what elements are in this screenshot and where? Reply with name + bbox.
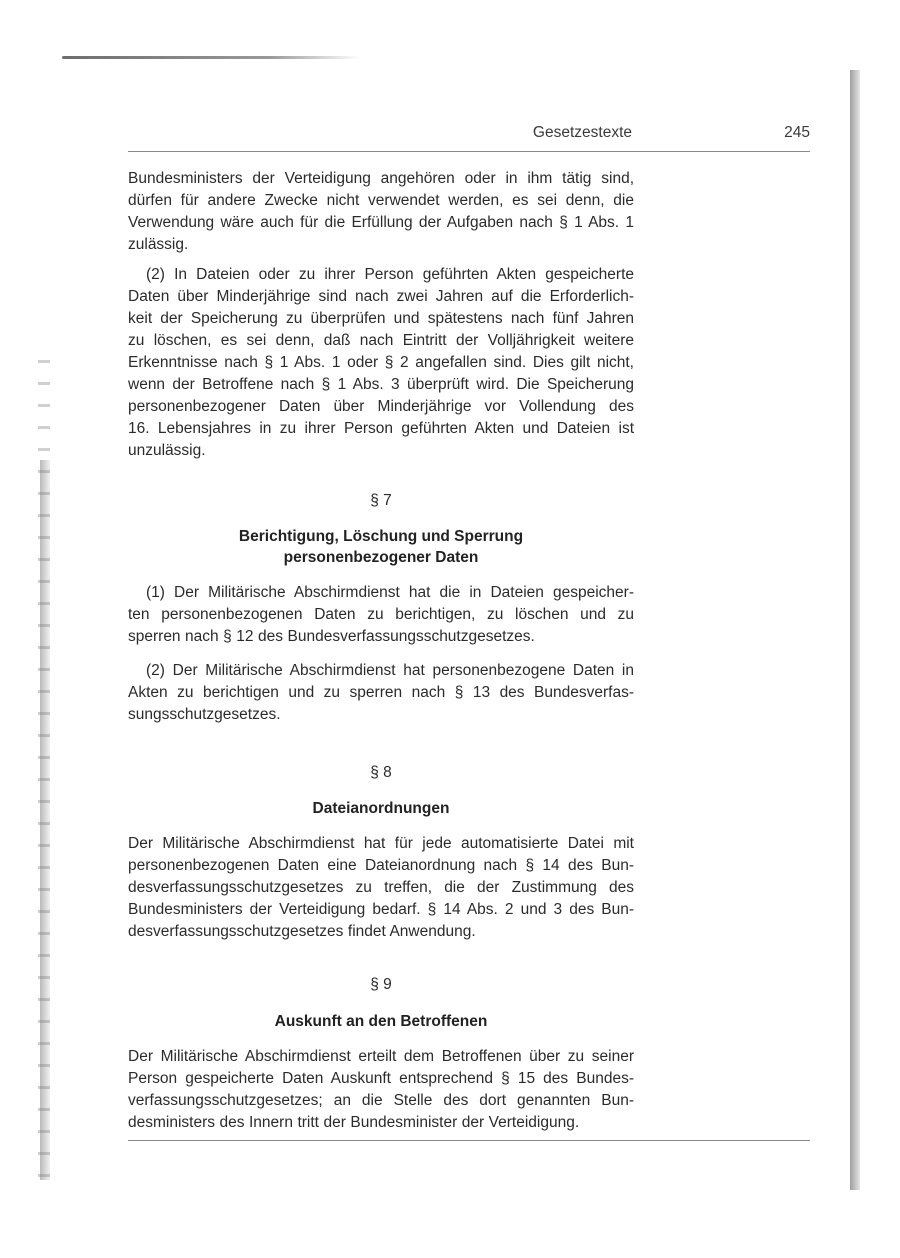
text-line: Akten zu berichtigen und zu sperren nach § 13 des Bundesverfas- bbox=[128, 684, 634, 701]
text-line: sungsschutzgesetzes. bbox=[128, 706, 281, 723]
scan-artifact-left-ticks bbox=[38, 360, 50, 1180]
running-title: Gesetzestexte bbox=[532, 124, 632, 141]
scan-artifact-top-line bbox=[62, 56, 360, 59]
section-7-title-line-2: personenbezogener Daten bbox=[283, 549, 479, 566]
text-line: Daten über Minderjährige sind nach zwei Jahren auf die Erforderlich- bbox=[128, 288, 634, 305]
text-line: dürfen für andere Zwecke nicht verwendet werden, es sei denn, die bbox=[128, 192, 634, 209]
header-rule bbox=[128, 151, 810, 152]
section-8-number: § 8 bbox=[370, 764, 392, 781]
running-head bbox=[128, 118, 810, 148]
section-8-title: Dateianordnungen bbox=[312, 800, 450, 817]
text-line: personenbezogener Daten über Minderjährige vor Vollendung des bbox=[128, 398, 634, 415]
section-7-paragraph-1 bbox=[128, 582, 634, 648]
text-line: 16. Lebensjahres in zu ihrer Person geführten Akten und Dateien ist bbox=[128, 420, 634, 437]
text-line: zulässig. bbox=[128, 236, 189, 253]
text-line: verfassungsschutzgesetzes; an die Stelle des dort genannten Bun- bbox=[128, 1092, 634, 1109]
text-line: Person gespeicherte Daten Auskunft entsprechend § 15 des Bundes- bbox=[128, 1070, 634, 1087]
intro-paragraph bbox=[128, 168, 634, 256]
text-line: personenbezogenen Daten eine Dateianordnung nach § 14 des Bun- bbox=[128, 857, 634, 874]
section-8-paragraph bbox=[128, 833, 634, 943]
page-number: 245 bbox=[784, 124, 810, 141]
section-9-title: Auskunft an den Betroffenen bbox=[274, 1013, 488, 1030]
text-line: Erkenntnisse nach § 1 Abs. 1 oder § 2 angefallen sind. Dies gilt nicht, bbox=[128, 354, 634, 371]
text-line: desverfassungsschutzgesetzes findet Anwendung. bbox=[128, 923, 476, 940]
text-line: wenn der Betroffene nach § 1 Abs. 3 überprüft wird. Die Speicherung bbox=[128, 376, 634, 393]
scan-artifact-right-edge bbox=[850, 70, 860, 1190]
text-line: Der Militärische Abschirmdienst erteilt dem Betroffenen über zu seiner bbox=[128, 1048, 634, 1065]
section-9-paragraph bbox=[128, 1046, 634, 1134]
section-7-title-line-1: Berichtigung, Löschung und Sperrung bbox=[238, 528, 524, 545]
text-line: Verwendung wäre auch für die Erfüllung der Aufgaben nach § 1 Abs. 1 bbox=[128, 214, 634, 231]
text-line: zu löschen, es sei denn, daß nach Eintritt der Volljährigkeit weitere bbox=[128, 332, 634, 349]
text-line: desministers des Innern tritt der Bundesminister der Verteidigung. bbox=[128, 1114, 580, 1131]
text-line: Bundesministers der Verteidigung angehören oder in ihm tätig sind, bbox=[128, 170, 634, 187]
text-line: (2) Der Militärische Abschirmdienst hat personenbezogene Daten in bbox=[146, 662, 634, 679]
text-line: (1) Der Militärische Abschirmdienst hat die in Dateien gespeicher- bbox=[146, 584, 634, 601]
text-line: Bundesministers der Verteidigung bedarf. § 14 Abs. 2 und 3 des Bun- bbox=[128, 901, 634, 918]
text-line: unzulässig. bbox=[128, 442, 206, 459]
text-line: (2) In Dateien oder zu ihrer Person geführten Akten gespeicherte bbox=[146, 266, 634, 283]
text-line: keit der Speicherung zu überprüfen und spätestens nach fünf Jahren bbox=[128, 310, 634, 327]
section-7-number: § 7 bbox=[370, 492, 392, 509]
section-7-paragraph-2 bbox=[128, 660, 634, 726]
text-line: sperren nach § 12 des Bundesverfassungsschutzgesetzes. bbox=[128, 628, 535, 645]
text-line: desverfassungsschutzgesetzes zu treffen, die der Zustimmung des bbox=[128, 879, 634, 896]
text-line: Der Militärische Abschirmdienst hat für jede automatisierte Datei mit bbox=[128, 835, 634, 852]
text-line: ten personenbezogenen Daten zu berichtigen, zu löschen und zu bbox=[128, 606, 634, 623]
footer-rule bbox=[128, 1140, 810, 1141]
book-page bbox=[128, 118, 810, 1148]
paragraph-2 bbox=[128, 264, 634, 462]
section-9-number: § 9 bbox=[370, 976, 392, 993]
